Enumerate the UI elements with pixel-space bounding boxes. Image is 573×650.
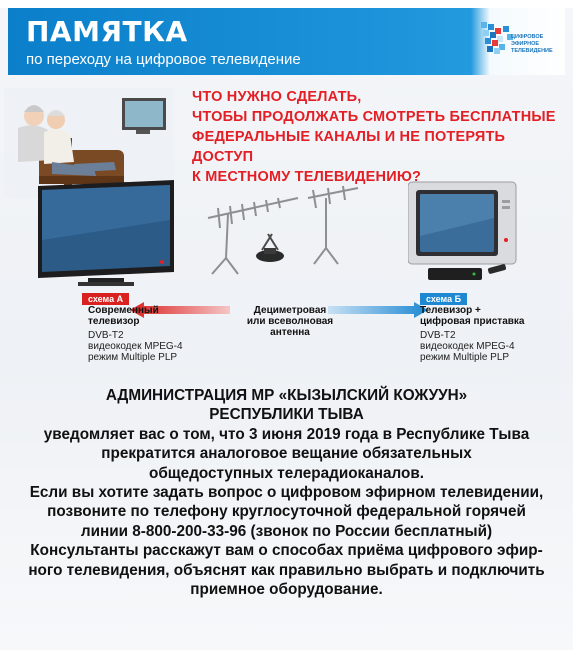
spec-line: DVB-T2 — [88, 330, 124, 341]
antenna-label-line: Дециметровая — [253, 305, 327, 316]
hotline-line: линии 8-800-200-33-96 (звонок по России бесплатный) — [80, 522, 493, 540]
scheme-a-title-line: Современный — [88, 305, 159, 316]
announcement-line: позвоните по телефону круглосуточной федеральной горячей — [47, 503, 526, 521]
scheme-a-title — [88, 305, 198, 327]
scheme-a-badge: схема А — [82, 293, 129, 305]
header-banner — [8, 8, 565, 75]
question-line: ЧТО НУЖНО СДЕЛАТЬ, — [192, 89, 362, 105]
spec-line: DVB-T2 — [420, 330, 456, 341]
antenna-label — [240, 305, 340, 338]
announcement-line: Если вы хотите задать вопрос о цифровом эфирном телевидении, — [29, 484, 544, 502]
spec-line: видеокодек MPEG-4 — [420, 341, 515, 352]
announcement-line: уведомляет вас о том, что 3 июня 2019 года в Республике Тыва — [43, 425, 530, 443]
spec-line: видеокодек MPEG-4 — [88, 341, 183, 352]
antenna-label-line: или всеволновая — [246, 316, 334, 327]
modern-tv-icon — [28, 180, 178, 290]
announcement-line: ного телевидения, объяснят как правильно выбрать и подключить — [28, 561, 545, 579]
logo-line: ЦИФРОВОЕ — [511, 34, 544, 40]
scheme-a-specs — [88, 330, 208, 363]
digital-tv-logo — [471, 8, 565, 75]
announcement-line: АДМИНИСТРАЦИЯ МР «КЫЗЫЛСКИЙ КОЖУУН» — [105, 387, 468, 404]
spec-line: режим Multiple PLP — [420, 352, 510, 363]
scheme-b-title-line: Телевизор + — [420, 305, 481, 316]
top-stripe — [0, 0, 573, 8]
question-heading — [192, 87, 562, 187]
spec-line: режим Multiple PLP — [88, 352, 178, 363]
announcement-line: общедоступных телерадиоканалов. — [148, 464, 424, 482]
antenna-icon — [198, 178, 368, 278]
announcement-line: Консультанты расскажут вам о способах приёма цифрового эфир- — [30, 542, 543, 560]
page-title: ПАМЯТКА — [26, 15, 188, 48]
announcement-text — [20, 386, 553, 599]
scheme-b-specs — [420, 330, 540, 363]
scheme-b-title-line: цифровая приставка — [420, 316, 525, 327]
logo-line: ЭФИРНОЕ — [511, 41, 540, 47]
question-line: ФЕДЕРАЛЬНЫЕ КАНАЛЫ И НЕ ПОТЕРЯТЬ ДОСТУП — [192, 129, 506, 165]
logo-text — [511, 34, 553, 55]
logo-line: ТЕЛЕВИДЕНИЕ — [511, 48, 553, 54]
scheme-b-title — [420, 305, 550, 327]
question-line: ЧТОБЫ ПРОДОЛЖАТЬ СМОТРЕТЬ БЕСПЛАТНЫЕ — [192, 109, 556, 125]
crt-tv-with-settop-box-icon — [408, 178, 528, 288]
scheme-a-title-line: телевизор — [88, 316, 140, 327]
scheme-b-badge: схема Б — [420, 293, 467, 305]
announcement-line: РЕСПУБЛИКИ ТЫВА — [209, 406, 364, 424]
blue-arrow-right-icon — [328, 302, 428, 318]
announcement-line: приемное оборудование. — [190, 581, 383, 599]
antenna-label-line: антенна — [270, 327, 310, 338]
announcement-line: прекратится аналоговое вещание обязательных — [101, 445, 472, 463]
question-line: К МЕСТНОМУ ТЕЛЕВИДЕНИЮ? — [192, 169, 422, 185]
page-subtitle: по переходу на цифровое телевидение — [26, 51, 301, 68]
